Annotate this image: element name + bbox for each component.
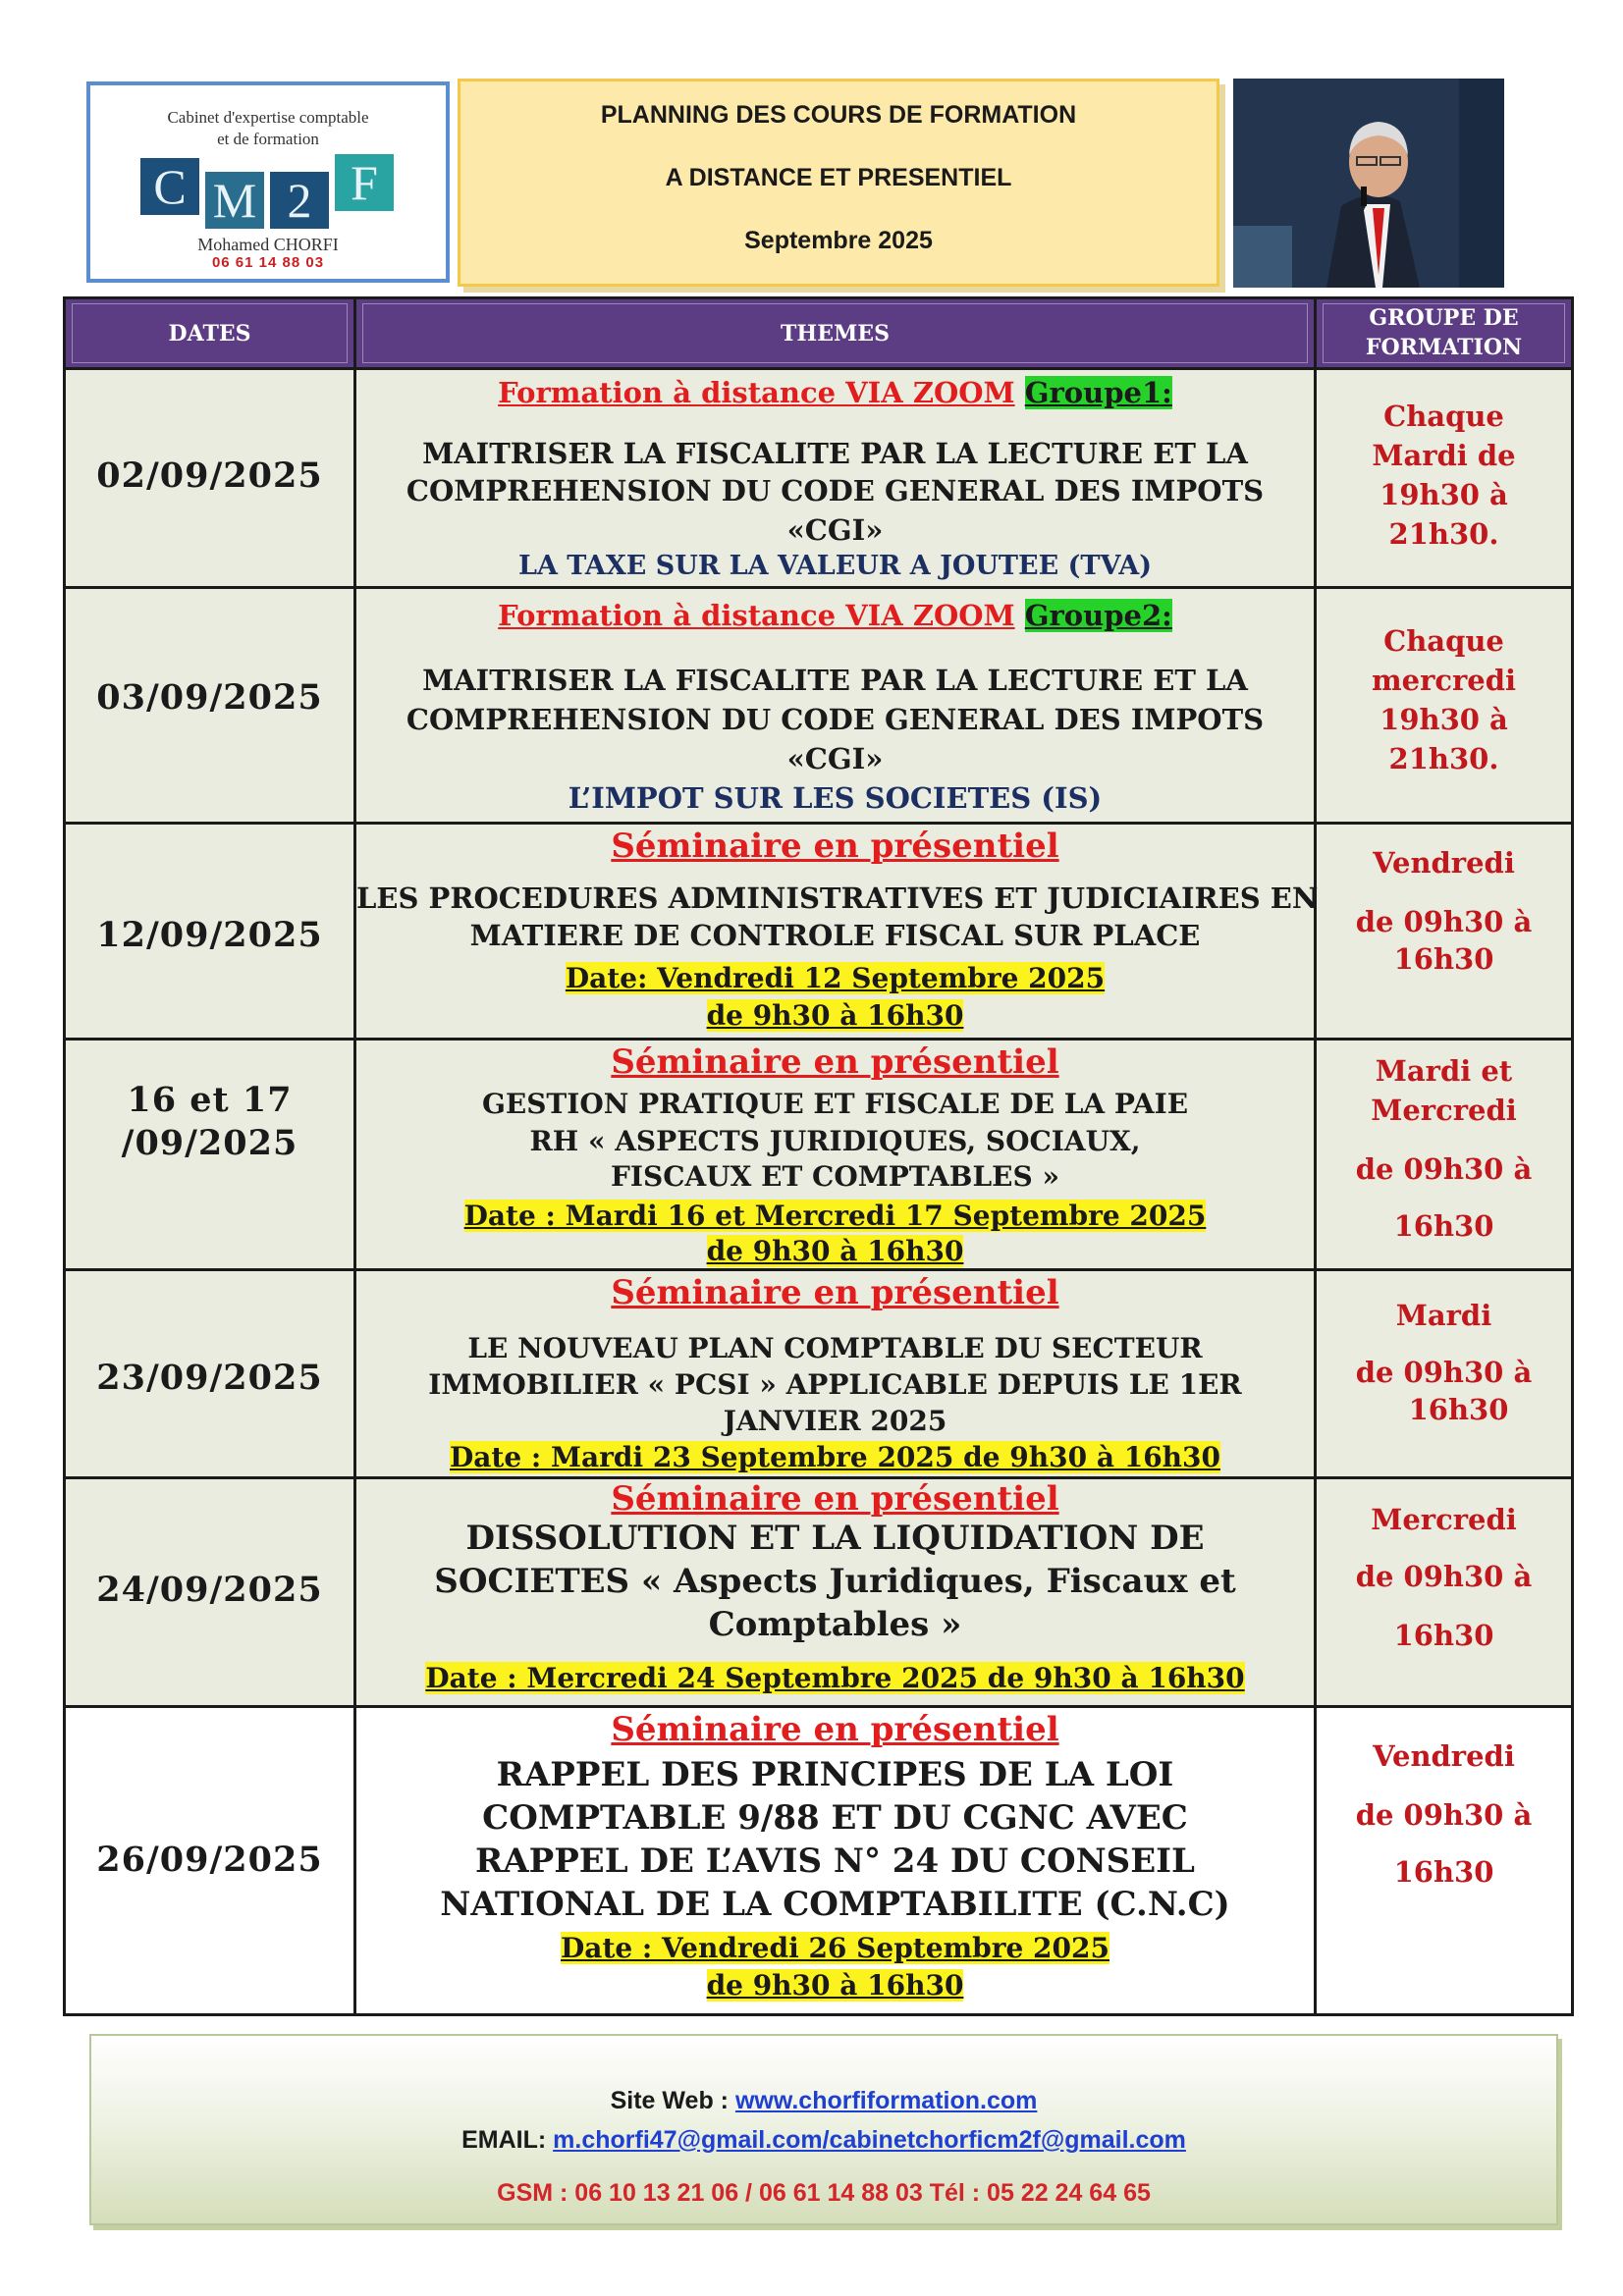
row-heading: Formation à distance VIA ZOOM Groupe1:	[498, 376, 1172, 409]
header-cell-themes: THEMES	[356, 299, 1317, 367]
date-cell	[66, 825, 356, 1038]
logo-owner-name: Mohamed CHORFI	[197, 235, 339, 254]
email-link[interactable]: m.chorfi47@gmail.com/cabinetchorficm2f@gmail.com	[553, 2126, 1186, 2154]
date-cell	[66, 370, 356, 586]
table-row	[66, 1479, 1571, 1708]
group-tag: Groupe1:	[1024, 376, 1172, 409]
table-row	[66, 589, 1571, 825]
presenter-illustration	[1233, 79, 1504, 288]
row-date: /09/2025	[121, 1123, 298, 1163]
logo-letter: M	[205, 172, 264, 229]
row-heading: Séminaire en présentiel	[611, 1273, 1059, 1312]
title-line-2: A DISTANCE ET PRESENTIEL	[665, 164, 1012, 191]
seminar-date-line: Date : Vendredi 26 Septembre 2025	[561, 1932, 1109, 1964]
row-date: 02/09/2025	[96, 455, 323, 496]
date-cell	[66, 1479, 356, 1705]
row-heading: Séminaire en présentiel	[611, 1042, 1059, 1082]
phone-line: GSM : 06 10 13 21 06 / 06 61 14 88 03 Tél : 05 22 24 64 65	[497, 2179, 1151, 2207]
title-banner	[458, 79, 1219, 287]
schedule-cell: Vendredi de 09h30 à 16h30	[1355, 846, 1533, 976]
email-line: EMAIL: m.chorfi47@gmail.com/cabinetchorficm2f@gmail.com	[461, 2126, 1186, 2154]
seminar-date-line: Date : Mardi 16 et Mercredi 17 Septembre 2025	[463, 1200, 1207, 1232]
row-date: 24/09/2025	[96, 1570, 323, 1610]
row-subtopic: L’IMPOT SUR LES SOCIETES (IS)	[568, 781, 1103, 815]
seminar-time-line: de 9h30 à 16h30	[706, 1235, 964, 1267]
title-line-3: Septembre 2025	[744, 227, 933, 254]
header-cell-group: GROUPE DE FORMATION	[1317, 299, 1571, 367]
schedule-cell: Chaque mercredi 19h30 à 21h30.	[1371, 624, 1517, 775]
logo-subtitle: Cabinet d'expertise comptable et de formation	[167, 108, 369, 148]
row-date: 16 et 17	[127, 1080, 293, 1120]
date-cell	[66, 1708, 356, 2013]
title-line-1: PLANNING DES COURS DE FORMATION	[600, 101, 1077, 129]
training-schedule-table	[63, 296, 1574, 2016]
row-subtopic: LA TAXE SUR LA VALEUR A JOUTEE (TVA)	[517, 551, 1153, 581]
row-date: 26/09/2025	[96, 1840, 323, 1880]
row-heading: Formation à distance VIA ZOOM Groupe2:	[498, 599, 1172, 632]
theme-cell: Séminaire en présentiel DISSOLUTION ET LA LIQUIDATION DE SOCIETES « Aspects Juridiques, Fiscaux et Comptables » Date : Mercredi 24 Septembre 2025 de 9h30 à 16h30	[356, 1479, 1317, 1705]
row-heading: Séminaire en présentiel	[611, 1479, 1059, 1519]
table-row	[66, 825, 1571, 1041]
theme-cell: Séminaire en présentiel GESTION PRATIQUE ET FISCALE DE LA PAIE RH « ASPECTS JURIDIQUES, SOCIAUX, FISCAUX ET COMPTABLES » Date : Mardi 16 et Mercredi 17 Septembre 2025 de 9h30 à 16h30	[356, 1041, 1317, 1268]
table-row	[66, 1271, 1571, 1479]
theme-cell: Formation à distance VIA ZOOM Groupe1: MAITRISER LA FISCALITE PAR LA LECTURE ET LA COMPREHENSION DU CODE GENERAL DES IMPOTS «CGI» LA TAXE SUR LA VALEUR A JOUTEE (TVA)	[356, 370, 1317, 586]
seminar-time-line: de 9h30 à 16h30	[706, 1969, 964, 2002]
table-header-row	[66, 299, 1571, 370]
date-cell	[66, 1271, 356, 1476]
company-logo	[86, 81, 450, 283]
schedule-cell: Mercredi de 09h30 à 16h30	[1355, 1503, 1533, 1652]
theme-cell: Formation à distance VIA ZOOM Groupe2: MAITRISER LA FISCALITE PAR LA LECTURE ET LA COMPREHENSION DU CODE GENERAL DES IMPOTS «CGI» L’IMPOT SUR LES SOCIETES (IS)	[356, 589, 1317, 822]
date-cell	[66, 589, 356, 822]
row-heading: Séminaire en présentiel	[611, 827, 1059, 866]
theme-cell: Séminaire en présentiel LE NOUVEAU PLAN COMPTABLE DU SECTEUR IMMOBILIER « PCSI » APPLICABLE DEPUIS LE 1ER JANVIER 2025 Date : Mardi 23 Septembre 2025 de 9h30 à 16h30	[356, 1271, 1317, 1476]
schedule-cell: Mardi et Mercredi de 09h30 à 16h30	[1355, 1054, 1533, 1243]
seminar-date-line: Date : Mercredi 24 Septembre 2025 de 9h30 à 16h30	[425, 1662, 1245, 1694]
header-cell-dates: DATES	[66, 299, 356, 367]
contact-footer	[89, 2034, 1558, 2225]
table-row	[66, 1708, 1571, 2013]
theme-cell: Séminaire en présentiel RAPPEL DES PRINCIPES DE LA LOI COMPTABLE 9/88 ET DU CGNC AVEC RAPPEL DE L’AVIS N° 24 DU CONSEIL NATIONAL DE LA COMPTABILITE (C.N.C) Date : Vendredi 26 Septembre 2025 de 9h30 à 16h30	[356, 1708, 1317, 2013]
schedule-cell: Chaque Mardi de 19h30 à 21h30.	[1372, 400, 1516, 551]
logo-letter: 2	[270, 172, 329, 229]
logo-letter: C	[140, 158, 199, 215]
logo-letters	[140, 155, 396, 229]
row-date: 23/09/2025	[96, 1358, 323, 1398]
row-heading: Séminaire en présentiel	[611, 1710, 1059, 1749]
website-link[interactable]: www.chorfiformation.com	[734, 2087, 1038, 2114]
schedule-cell: Mardi de 09h30 à 16h30	[1355, 1299, 1533, 1426]
row-date: 12/09/2025	[96, 915, 323, 955]
group-tag: Groupe2:	[1024, 599, 1172, 632]
theme-cell: Séminaire en présentiel LES PROCEDURES ADMINISTRATIVES ET JUDICIAIRES EN MATIERE DE CONTROLE FISCAL SUR PLACE Date: Vendredi 12 Septembre 2025 de 9h30 à 16h30	[356, 825, 1317, 1038]
date-cell	[66, 1041, 356, 1268]
row-date: 03/09/2025	[96, 677, 323, 718]
table-row	[66, 370, 1571, 589]
logo-phone: 06 61 14 88 03	[211, 254, 325, 271]
website-line: Site Web : www.chorfiformation.com	[610, 2087, 1038, 2114]
table-row	[66, 1041, 1571, 1271]
seminar-time-line: de 9h30 à 16h30	[706, 999, 964, 1032]
seminar-date-line: Date: Vendredi 12 Septembre 2025	[565, 962, 1106, 994]
presenter-photo	[1233, 79, 1504, 288]
schedule-cell: Vendredi de 09h30 à 16h30	[1355, 1739, 1533, 1889]
seminar-date-line: Date : Mardi 23 Septembre 2025 de 9h30 à 16h30	[450, 1441, 1220, 1473]
logo-letter: F	[335, 154, 394, 211]
